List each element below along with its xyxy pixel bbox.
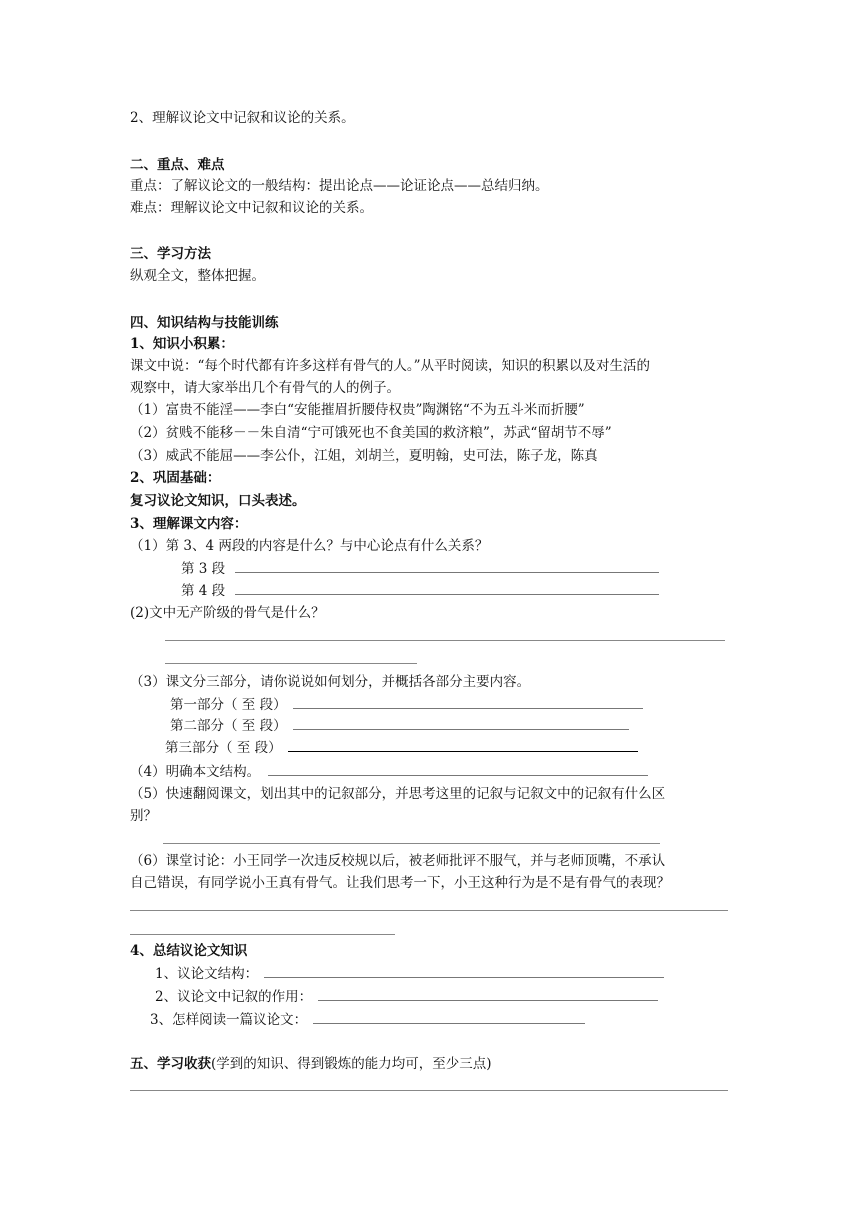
answer-blank-para-4[interactable] — [235, 582, 659, 595]
section-5-row — [130, 1054, 492, 1074]
section-5-note: (学到的知识、得到锻炼的能力均可，至少三点) — [211, 1056, 492, 1072]
part-one-label: 第一部分（ 至 段） — [170, 697, 287, 713]
answer-blank-para-3[interactable] — [235, 560, 659, 573]
summary-item-2: 2、议论文中记叙的作用： — [155, 989, 313, 1005]
part-1-prompt-line-1: 课文中说：“每个时代都有许多这样有骨气的人。”从平时阅读，知识的积累以及对生活的 — [130, 358, 651, 374]
answer-line-q2-a[interactable] — [165, 640, 725, 641]
question-1-para-4-label: 第 4 段 — [181, 583, 226, 599]
example-3: （3）威武不能屈——李公仆，江姐，刘胡兰，夏明翰，史可法，陈子龙，陈真 — [130, 448, 598, 464]
question-5-line-1: （5）快速翻阅课文，划出其中的记叙部分，并思考这里的记叙与记叙文中的记叙有什么区 — [130, 786, 666, 802]
part-three-label: 第三部分（ 至 段） — [165, 740, 282, 756]
answer-blank-q4[interactable] — [268, 763, 648, 776]
part-1-title: 1、知识小积累： — [130, 336, 234, 352]
answer-blank-part-two[interactable] — [293, 717, 629, 730]
part-three-row — [165, 738, 638, 758]
question-1-para-4-row — [181, 581, 659, 601]
answer-line-q2-b[interactable] — [165, 663, 417, 664]
summary-item-3: 3、怎样阅读一篇议论文： — [150, 1012, 308, 1028]
part-two-row — [170, 716, 629, 736]
answer-blank-part-one[interactable] — [293, 696, 643, 709]
difficulty-text: 难点：理解议论文中记叙和议论的关系。 — [130, 200, 373, 216]
summary-item-1-row — [155, 964, 664, 984]
answer-blank-summary-3[interactable] — [313, 1011, 585, 1024]
answer-line-q6-a[interactable] — [130, 910, 728, 911]
part-4-title: 4、总结议论文知识 — [130, 943, 248, 959]
summary-item-1: 1、议论文结构： — [155, 966, 259, 982]
question-5-line-2: 别？ — [130, 808, 157, 824]
answer-line-q5[interactable] — [163, 843, 660, 844]
part-two-label: 第二部分（ 至 段） — [170, 718, 287, 734]
part-2-text: 复习议论文知识，口头表述。 — [130, 493, 306, 509]
part-3-title: 3、理解课文内容： — [130, 516, 248, 532]
answer-line-harvest[interactable] — [130, 1090, 728, 1091]
question-4: （4）明确本文结构。 — [130, 764, 261, 780]
key-point-text: 重点：了解议论文的一般结构：提出论点——论证论点——总结归纳。 — [130, 178, 549, 194]
question-1-para-3-label: 第 3 段 — [181, 561, 226, 577]
question-1: （1）第 3、4 两段的内容是什么？与中心论点有什么关系？ — [130, 538, 489, 554]
part-1-prompt-line-2: 观察中，请大家举出几个有骨气的人的例子。 — [130, 380, 400, 396]
part-one-row — [170, 695, 643, 715]
section-2-title: 二、重点、难点 — [130, 157, 225, 173]
question-1-para-3-row — [181, 559, 659, 579]
question-3: （3）课文分三部分，请你说说如何划分，并概括各部分主要内容。 — [130, 674, 531, 690]
section-3-title: 三、学习方法 — [130, 246, 211, 262]
summary-item-2-row — [155, 987, 658, 1007]
example-2: （2）贫贱不能移－－朱自清“宁可饿死也不食美国的救济粮”，苏武“留胡节不辱” — [130, 425, 612, 441]
answer-blank-summary-1[interactable] — [264, 965, 664, 978]
summary-item-3-row — [150, 1010, 585, 1030]
answer-blank-summary-2[interactable] — [318, 988, 658, 1001]
question-6-line-1: （6）课堂讨论：小王同学一次违反校规以后，被老师批评不服气，并与老师顶嘴，不承认 — [130, 853, 666, 869]
section-5-title: 五、学习收获 — [130, 1056, 211, 1072]
example-1: （1）富贵不能淫——李白“安能摧眉折腰侍权贵”陶渊铭“不为五斗米而折腰” — [130, 402, 585, 418]
section-4-title: 四、知识结构与技能训练 — [130, 315, 279, 331]
answer-line-q6-b[interactable] — [130, 934, 395, 935]
part-2-title: 2、巩固基础： — [130, 470, 221, 486]
study-method-text: 纵观全文，整体把握。 — [130, 268, 265, 284]
question-4-row — [130, 762, 648, 782]
question-2: (2)文中无产阶级的骨气是什么？ — [130, 605, 325, 621]
objective-2: 2、理解议论文中记叙和议论的关系。 — [130, 110, 355, 126]
answer-blank-part-three[interactable] — [288, 739, 638, 752]
question-6-line-2: 自己错误，有同学说小王真有骨气。让我们思考一下，小王这种行为是不是有骨气的表现？ — [130, 875, 670, 891]
